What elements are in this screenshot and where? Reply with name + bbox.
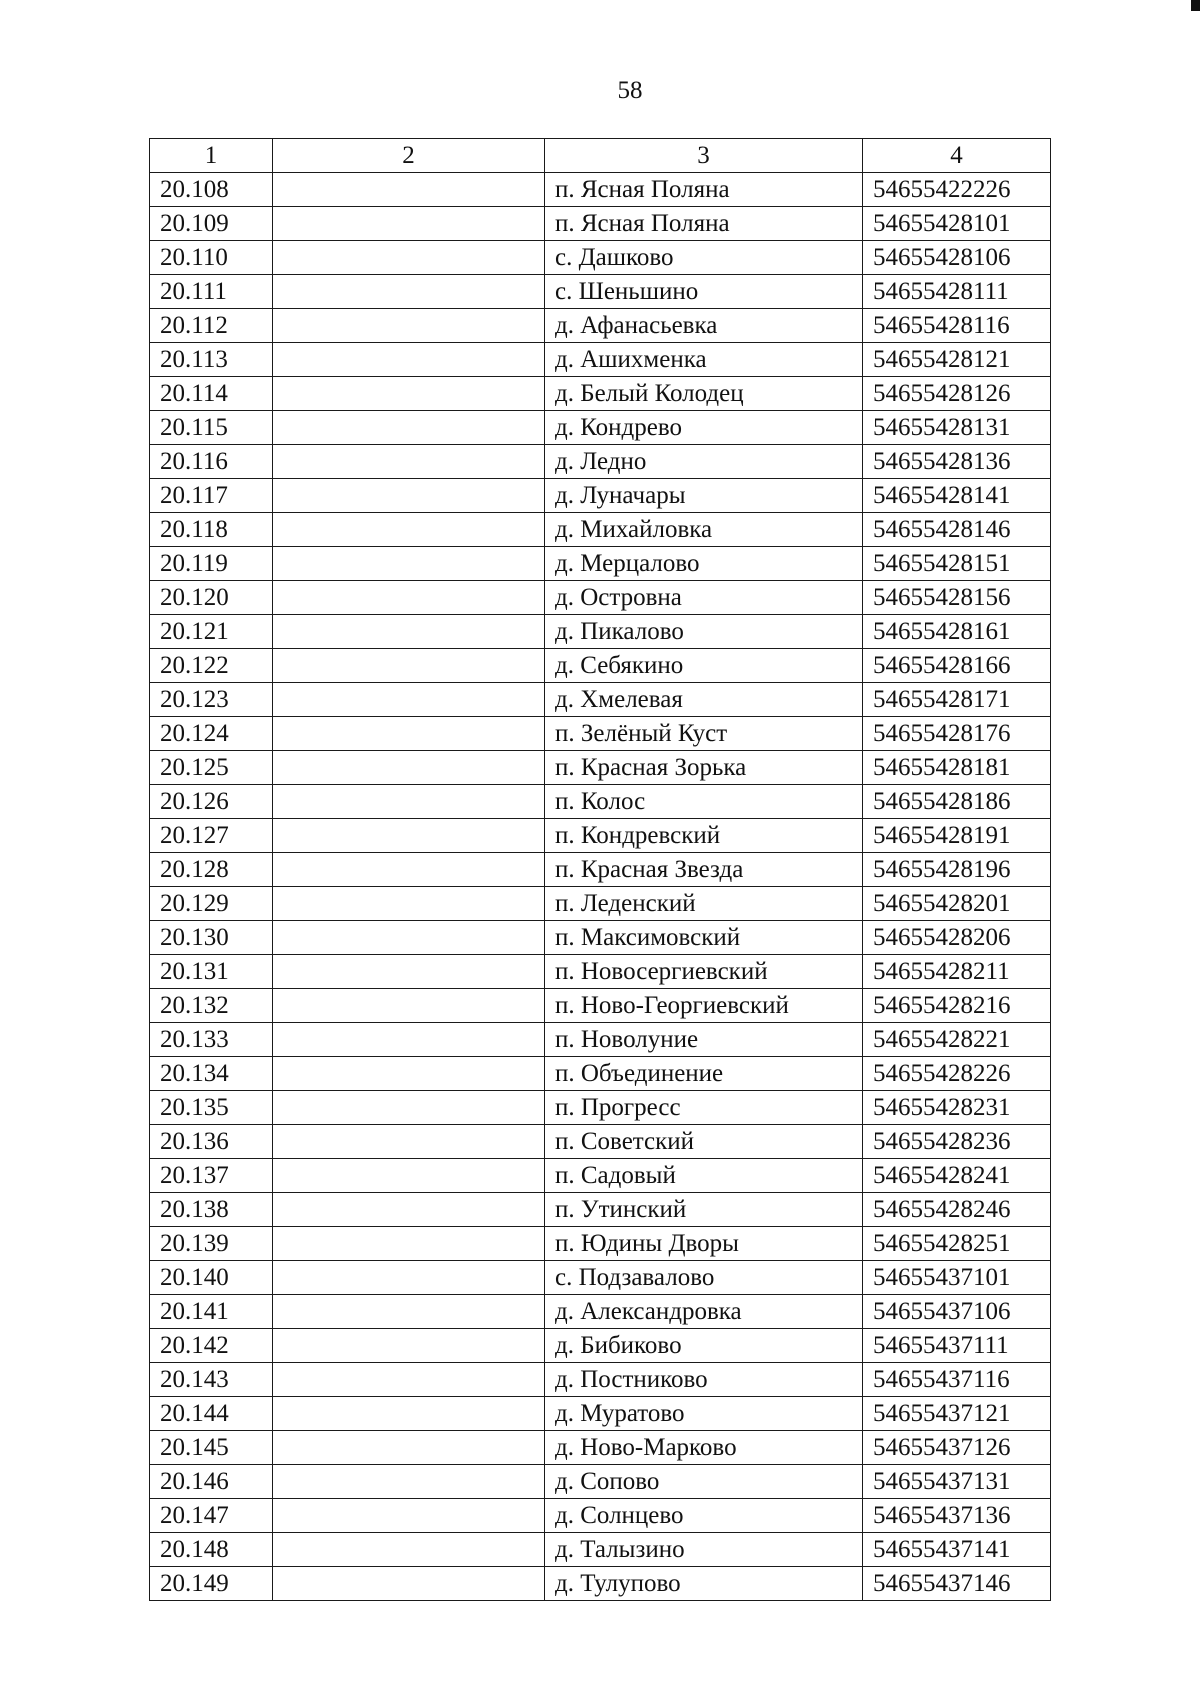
row-settlement-cell: д. Тулупово <box>545 1567 863 1601</box>
row-settlement-cell: д. Сопово <box>545 1465 863 1499</box>
row-code-cell: 54655437121 <box>863 1397 1051 1431</box>
table-row <box>150 921 1051 955</box>
row-number-cell: 20.135 <box>150 1091 273 1125</box>
table-row <box>150 785 1051 819</box>
row-settlement-cell: п. Новосергиевский <box>545 955 863 989</box>
table-row <box>150 1533 1051 1567</box>
row-col2-cell <box>273 1567 545 1601</box>
row-col2-cell <box>273 513 545 547</box>
row-col2-cell <box>273 1499 545 1533</box>
row-code-cell: 54655428166 <box>863 649 1051 683</box>
row-number-cell: 20.131 <box>150 955 273 989</box>
row-code-cell: 54655428191 <box>863 819 1051 853</box>
table-row <box>150 1567 1051 1601</box>
row-code-cell: 54655428116 <box>863 309 1051 343</box>
row-col2-cell <box>273 1295 545 1329</box>
row-settlement-cell: п. Юдины Дворы <box>545 1227 863 1261</box>
row-number-cell: 20.148 <box>150 1533 273 1567</box>
row-number-cell: 20.118 <box>150 513 273 547</box>
row-code-cell: 54655428236 <box>863 1125 1051 1159</box>
row-col2-cell <box>273 1261 545 1295</box>
row-code-cell: 54655437131 <box>863 1465 1051 1499</box>
table-row <box>150 241 1051 275</box>
scan-corner-mark <box>1191 0 1200 11</box>
row-code-cell: 54655428171 <box>863 683 1051 717</box>
row-number-cell: 20.128 <box>150 853 273 887</box>
row-number-cell: 20.143 <box>150 1363 273 1397</box>
row-settlement-cell: д. Солнцево <box>545 1499 863 1533</box>
row-settlement-cell: п. Максимовский <box>545 921 863 955</box>
table-row <box>150 853 1051 887</box>
row-settlement-cell: п. Красная Зорька <box>545 751 863 785</box>
row-col2-cell <box>273 547 545 581</box>
row-col2-cell <box>273 1363 545 1397</box>
row-code-cell: 54655437146 <box>863 1567 1051 1601</box>
row-number-cell: 20.115 <box>150 411 273 445</box>
row-col2-cell <box>273 1329 545 1363</box>
row-code-cell: 54655428196 <box>863 853 1051 887</box>
row-number-cell: 20.109 <box>150 207 273 241</box>
row-code-cell: 54655437111 <box>863 1329 1051 1363</box>
row-col2-cell <box>273 1431 545 1465</box>
table-row <box>150 955 1051 989</box>
row-settlement-cell: п. Объединение <box>545 1057 863 1091</box>
table-row <box>150 1091 1051 1125</box>
row-col2-cell <box>273 955 545 989</box>
table-row <box>150 1227 1051 1261</box>
row-number-cell: 20.145 <box>150 1431 273 1465</box>
row-number-cell: 20.137 <box>150 1159 273 1193</box>
row-settlement-cell: п. Ясная Поляна <box>545 207 863 241</box>
table-row <box>150 1125 1051 1159</box>
row-code-cell: 54655428211 <box>863 955 1051 989</box>
header-col-3: 3 <box>545 139 863 173</box>
row-settlement-cell: д. Мерцалово <box>545 547 863 581</box>
row-number-cell: 20.141 <box>150 1295 273 1329</box>
row-settlement-cell: д. Пикалово <box>545 615 863 649</box>
row-col2-cell <box>273 921 545 955</box>
table-row <box>150 1261 1051 1295</box>
header-col-4: 4 <box>863 139 1051 173</box>
row-code-cell: 54655437116 <box>863 1363 1051 1397</box>
row-code-cell: 54655428246 <box>863 1193 1051 1227</box>
table-row <box>150 513 1051 547</box>
row-col2-cell <box>273 241 545 275</box>
row-col2-cell <box>273 445 545 479</box>
row-settlement-cell: д. Михайловка <box>545 513 863 547</box>
table-row <box>150 1057 1051 1091</box>
table-row <box>150 479 1051 513</box>
row-number-cell: 20.110 <box>150 241 273 275</box>
row-code-cell: 54655428111 <box>863 275 1051 309</box>
row-col2-cell <box>273 615 545 649</box>
row-col2-cell <box>273 1159 545 1193</box>
row-number-cell: 20.142 <box>150 1329 273 1363</box>
row-col2-cell <box>273 1091 545 1125</box>
row-code-cell: 54655428151 <box>863 547 1051 581</box>
row-settlement-cell: п. Красная Звезда <box>545 853 863 887</box>
row-number-cell: 20.144 <box>150 1397 273 1431</box>
row-settlement-cell: д. Кондрево <box>545 411 863 445</box>
header-row <box>150 139 1051 173</box>
row-number-cell: 20.114 <box>150 377 273 411</box>
row-number-cell: 20.125 <box>150 751 273 785</box>
table-row <box>150 683 1051 717</box>
table-row <box>150 1159 1051 1193</box>
row-number-cell: 20.108 <box>150 173 273 207</box>
table-header <box>150 139 1051 173</box>
row-code-cell: 54655428131 <box>863 411 1051 445</box>
row-col2-cell <box>273 1023 545 1057</box>
row-settlement-cell: п. Кондревский <box>545 819 863 853</box>
row-number-cell: 20.127 <box>150 819 273 853</box>
row-number-cell: 20.113 <box>150 343 273 377</box>
table-body <box>150 173 1051 1601</box>
row-code-cell: 54655428176 <box>863 717 1051 751</box>
row-col2-cell <box>273 649 545 683</box>
row-code-cell: 54655428106 <box>863 241 1051 275</box>
row-settlement-cell: д. Постниково <box>545 1363 863 1397</box>
row-number-cell: 20.126 <box>150 785 273 819</box>
table-row <box>150 717 1051 751</box>
row-col2-cell <box>273 1057 545 1091</box>
row-number-cell: 20.129 <box>150 887 273 921</box>
row-number-cell: 20.122 <box>150 649 273 683</box>
table-row <box>150 207 1051 241</box>
row-settlement-cell: п. Садовый <box>545 1159 863 1193</box>
row-col2-cell <box>273 989 545 1023</box>
row-col2-cell <box>273 819 545 853</box>
row-number-cell: 20.149 <box>150 1567 273 1601</box>
row-code-cell: 54655437106 <box>863 1295 1051 1329</box>
row-settlement-cell: д. Муратово <box>545 1397 863 1431</box>
row-code-cell: 54655428146 <box>863 513 1051 547</box>
row-col2-cell <box>273 1397 545 1431</box>
row-number-cell: 20.133 <box>150 1023 273 1057</box>
page-number: 58 <box>617 77 643 104</box>
table-row <box>150 411 1051 445</box>
row-code-cell: 54655428156 <box>863 581 1051 615</box>
table-row <box>150 309 1051 343</box>
row-settlement-cell: д. Луначары <box>545 479 863 513</box>
row-code-cell: 54655428136 <box>863 445 1051 479</box>
row-col2-cell <box>273 785 545 819</box>
table-row <box>150 1499 1051 1533</box>
row-settlement-cell: п. Ясная Поляна <box>545 173 863 207</box>
row-col2-cell <box>273 1465 545 1499</box>
row-col2-cell <box>273 207 545 241</box>
row-number-cell: 20.117 <box>150 479 273 513</box>
row-code-cell: 54655422226 <box>863 173 1051 207</box>
row-settlement-cell: д. Талызино <box>545 1533 863 1567</box>
table-row <box>150 1193 1051 1227</box>
row-settlement-cell: д. Ледно <box>545 445 863 479</box>
row-col2-cell <box>273 173 545 207</box>
table-row <box>150 887 1051 921</box>
table-row <box>150 377 1051 411</box>
table-row <box>150 1295 1051 1329</box>
row-number-cell: 20.121 <box>150 615 273 649</box>
table-row <box>150 1363 1051 1397</box>
row-number-cell: 20.136 <box>150 1125 273 1159</box>
settlements-table <box>149 138 1051 1601</box>
row-settlement-cell: д. Островна <box>545 581 863 615</box>
row-col2-cell <box>273 1227 545 1261</box>
row-code-cell: 54655437141 <box>863 1533 1051 1567</box>
row-number-cell: 20.132 <box>150 989 273 1023</box>
row-number-cell: 20.134 <box>150 1057 273 1091</box>
row-col2-cell <box>273 1533 545 1567</box>
row-number-cell: 20.140 <box>150 1261 273 1295</box>
row-col2-cell <box>273 377 545 411</box>
row-number-cell: 20.116 <box>150 445 273 479</box>
row-number-cell: 20.138 <box>150 1193 273 1227</box>
row-number-cell: 20.130 <box>150 921 273 955</box>
table-row <box>150 445 1051 479</box>
table-row <box>150 615 1051 649</box>
row-col2-cell <box>273 887 545 921</box>
table-row <box>150 1465 1051 1499</box>
header-col-2: 2 <box>273 139 545 173</box>
table-row <box>150 581 1051 615</box>
row-number-cell: 20.120 <box>150 581 273 615</box>
table-row <box>150 819 1051 853</box>
table-row <box>150 1397 1051 1431</box>
row-code-cell: 54655428121 <box>863 343 1051 377</box>
row-code-cell: 54655428226 <box>863 1057 1051 1091</box>
table-row <box>150 751 1051 785</box>
row-code-cell: 54655437101 <box>863 1261 1051 1295</box>
row-code-cell: 54655428141 <box>863 479 1051 513</box>
row-settlement-cell: д. Белый Колодец <box>545 377 863 411</box>
row-col2-cell <box>273 717 545 751</box>
row-settlement-cell: д. Афанасьевка <box>545 309 863 343</box>
row-col2-cell <box>273 1193 545 1227</box>
table-row <box>150 1431 1051 1465</box>
table-row <box>150 275 1051 309</box>
row-col2-cell <box>273 309 545 343</box>
row-settlement-cell: п. Леденский <box>545 887 863 921</box>
row-code-cell: 54655428126 <box>863 377 1051 411</box>
row-settlement-cell: д. Себякино <box>545 649 863 683</box>
row-settlement-cell: п. Новолуние <box>545 1023 863 1057</box>
row-settlement-cell: с. Дашково <box>545 241 863 275</box>
row-settlement-cell: д. Ново-Марково <box>545 1431 863 1465</box>
row-number-cell: 20.111 <box>150 275 273 309</box>
row-settlement-cell: с. Подзавалово <box>545 1261 863 1295</box>
table-row <box>150 1023 1051 1057</box>
row-settlement-cell: п. Прогресс <box>545 1091 863 1125</box>
row-number-cell: 20.147 <box>150 1499 273 1533</box>
table-row <box>150 173 1051 207</box>
row-settlement-cell: п. Зелёный Куст <box>545 717 863 751</box>
row-settlement-cell: п. Утинский <box>545 1193 863 1227</box>
row-code-cell: 54655428251 <box>863 1227 1051 1261</box>
row-code-cell: 54655437126 <box>863 1431 1051 1465</box>
row-code-cell: 54655428186 <box>863 785 1051 819</box>
table-row <box>150 989 1051 1023</box>
table-row <box>150 649 1051 683</box>
row-settlement-cell: д. Ашихменка <box>545 343 863 377</box>
table-row <box>150 547 1051 581</box>
header-col-1: 1 <box>150 139 273 173</box>
row-col2-cell <box>273 683 545 717</box>
row-settlement-cell: п. Колос <box>545 785 863 819</box>
row-code-cell: 54655428241 <box>863 1159 1051 1193</box>
row-col2-cell <box>273 751 545 785</box>
row-code-cell: 54655428201 <box>863 887 1051 921</box>
row-col2-cell <box>273 1125 545 1159</box>
row-code-cell: 54655428221 <box>863 1023 1051 1057</box>
row-number-cell: 20.124 <box>150 717 273 751</box>
row-code-cell: 54655428101 <box>863 207 1051 241</box>
row-number-cell: 20.146 <box>150 1465 273 1499</box>
row-settlement-cell: д. Александровка <box>545 1295 863 1329</box>
table-row <box>150 1329 1051 1363</box>
row-settlement-cell: п. Советский <box>545 1125 863 1159</box>
table-row <box>150 343 1051 377</box>
row-settlement-cell: с. Шеньшино <box>545 275 863 309</box>
row-code-cell: 54655428231 <box>863 1091 1051 1125</box>
row-col2-cell <box>273 853 545 887</box>
row-number-cell: 20.112 <box>150 309 273 343</box>
row-code-cell: 54655428216 <box>863 989 1051 1023</box>
row-number-cell: 20.119 <box>150 547 273 581</box>
row-code-cell: 54655437136 <box>863 1499 1051 1533</box>
row-settlement-cell: д. Хмелевая <box>545 683 863 717</box>
row-col2-cell <box>273 343 545 377</box>
row-code-cell: 54655428206 <box>863 921 1051 955</box>
row-col2-cell <box>273 581 545 615</box>
row-col2-cell <box>273 411 545 445</box>
row-number-cell: 20.123 <box>150 683 273 717</box>
row-number-cell: 20.139 <box>150 1227 273 1261</box>
row-code-cell: 54655428181 <box>863 751 1051 785</box>
row-col2-cell <box>273 479 545 513</box>
row-settlement-cell: д. Бибиково <box>545 1329 863 1363</box>
row-col2-cell <box>273 275 545 309</box>
row-settlement-cell: п. Ново-Георгиевский <box>545 989 863 1023</box>
row-code-cell: 54655428161 <box>863 615 1051 649</box>
